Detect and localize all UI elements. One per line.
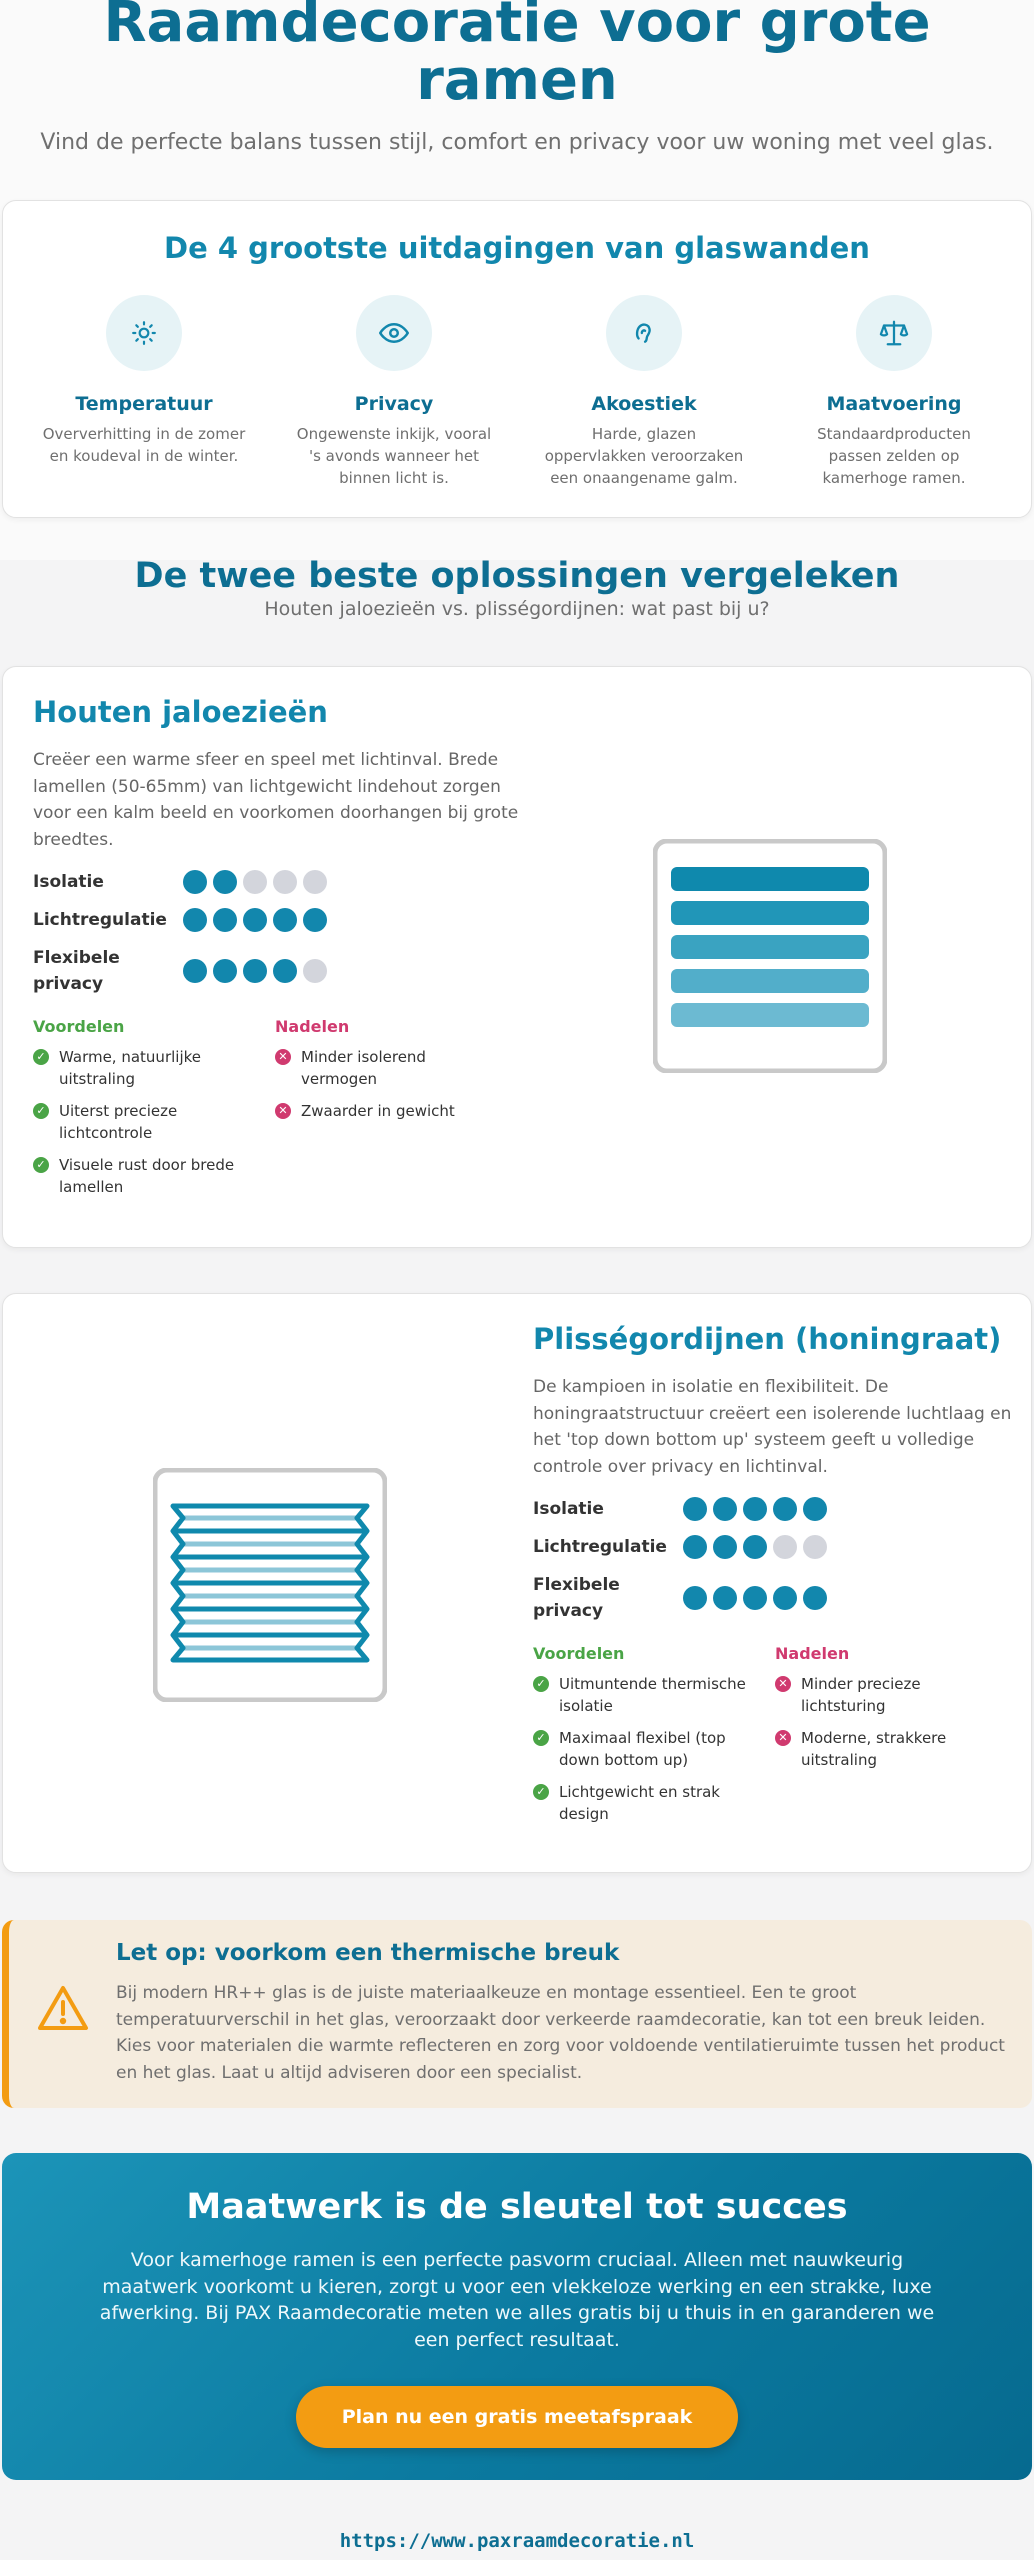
pleated-blind-icon bbox=[153, 1468, 387, 1706]
rating-dot-empty bbox=[773, 1535, 797, 1559]
pro-item bbox=[33, 1100, 275, 1144]
page-subtitle: Vind de perfecte balans tussen stijl, comfort en privacy voor uw woning met veel glas. bbox=[40, 130, 994, 155]
challenge-title: Maatvoering bbox=[826, 393, 962, 415]
challenges-card bbox=[2, 200, 1032, 518]
rating-label: Flexibele privacy bbox=[533, 1575, 620, 1621]
warning-text: Bij modern HR++ glas is de juiste materiaalkeuze en montage essentieel. Een te groot temperatuurverschil in het glas, veroorzaakt door verkeerde raamdecoratie, kan tot een breuk leiden. Kies voor materialen die warmte reflecteren en zorg voor voldoende ventilatieruimte tussen het product en het glas. Laat u altijd adviseren door een specialist. bbox=[116, 1983, 1005, 2083]
pro-text: Uiterst precieze lichtcontrole bbox=[59, 1102, 178, 1142]
rating-dot-empty bbox=[303, 959, 327, 983]
rating-dot-empty bbox=[803, 1535, 827, 1559]
book-appointment-button[interactable]: Plan nu een gratis meetafspraak bbox=[296, 2386, 739, 2448]
con-item bbox=[275, 1100, 517, 1122]
cross-icon: ✕ bbox=[275, 1049, 291, 1065]
rating-label: Lichtregulatie bbox=[33, 910, 167, 930]
rating-row bbox=[533, 1572, 1023, 1624]
cons-title: Nadelen bbox=[275, 1017, 350, 1036]
warning-title: Let op: voorkom een thermische breuk bbox=[116, 1940, 620, 1966]
check-icon: ✓ bbox=[33, 1049, 49, 1065]
cta-text: Voor kamerhoge ramen is een perfecte pasvorm cruciaal. Alleen met nauwkeurig maatwerk voorkomt u kieren, zorgt u voor een vlekkeloze werking en een strakke, luxe afwerking. Bij PAX Raamdecoratie meten we alles gratis bij u thuis in en garanderen we een perfect resultaat. bbox=[99, 2249, 935, 2351]
challenge-text: Oververhitting in de zomer en koudeval in de winter. bbox=[42, 425, 246, 465]
challenges-grid bbox=[19, 295, 1019, 489]
rating-dot-filled bbox=[183, 870, 207, 894]
challenge-text: Standaardproducten passen zelden op kamerhoge ramen. bbox=[817, 425, 971, 487]
pros-title: Voordelen bbox=[33, 1017, 125, 1036]
con-item bbox=[775, 1673, 1017, 1717]
pro-text: Warme, natuurlijke uitstraling bbox=[59, 1048, 201, 1088]
rating-row bbox=[33, 945, 523, 997]
challenge-title: Akoestiek bbox=[591, 393, 697, 415]
rating-label: Lichtregulatie bbox=[533, 1537, 667, 1557]
cross-icon: ✕ bbox=[775, 1730, 791, 1746]
product-title: Houten jaloezieën bbox=[33, 695, 328, 729]
rating-dot-empty bbox=[303, 870, 327, 894]
cta-section bbox=[2, 2153, 1032, 2480]
rating-dot-filled bbox=[803, 1586, 827, 1610]
rating-dot-filled bbox=[243, 959, 267, 983]
check-icon: ✓ bbox=[33, 1157, 49, 1173]
product-card-pleated-blinds bbox=[2, 1293, 1032, 1873]
con-text: Minder isolerend vermogen bbox=[301, 1048, 426, 1088]
pro-text: Lichtgewicht en strak design bbox=[559, 1783, 720, 1823]
challenge-item bbox=[519, 295, 769, 489]
hero bbox=[0, 0, 1034, 155]
page-title: Raamdecoratie voor grote ramen bbox=[103, 0, 931, 113]
warning-triangle-icon bbox=[37, 1984, 89, 2036]
challenge-text: Ongewenste inkijk, vooral 's avonds wanneer het binnen licht is. bbox=[296, 425, 492, 487]
venetian-blind-icon bbox=[653, 839, 887, 1077]
pro-item bbox=[33, 1154, 275, 1198]
check-icon: ✓ bbox=[533, 1784, 549, 1800]
check-icon: ✓ bbox=[33, 1103, 49, 1119]
rating-dot-filled bbox=[713, 1535, 737, 1559]
pro-item bbox=[33, 1046, 275, 1090]
warning-callout bbox=[2, 1920, 1032, 2108]
scale-icon bbox=[856, 295, 932, 371]
pro-item bbox=[533, 1673, 775, 1717]
rating-dot-empty bbox=[273, 870, 297, 894]
rating-dot-filled bbox=[683, 1586, 707, 1610]
rating-dot-filled bbox=[743, 1535, 767, 1559]
footer-url-link[interactable]: https://www.paxraamdecoratie.nl bbox=[339, 2530, 695, 2552]
rating-dots bbox=[683, 1497, 827, 1521]
pro-item bbox=[533, 1781, 775, 1825]
rating-dots bbox=[183, 959, 327, 983]
rating-dot-filled bbox=[273, 959, 297, 983]
rating-dot-filled bbox=[303, 908, 327, 932]
rating-label: Isolatie bbox=[533, 1499, 604, 1519]
product-ratings bbox=[33, 869, 523, 997]
rating-dots bbox=[183, 908, 327, 932]
con-text: Zwaarder in gewicht bbox=[301, 1102, 455, 1120]
comparison-heading bbox=[0, 556, 1034, 620]
challenge-text: Harde, glazen oppervlakken veroorzaken een onaangename galm. bbox=[544, 425, 744, 487]
check-icon: ✓ bbox=[533, 1676, 549, 1692]
rating-dots bbox=[183, 870, 327, 894]
rating-dot-filled bbox=[743, 1586, 767, 1610]
cta-title: Maatwerk is de sleutel tot succes bbox=[186, 2187, 848, 2227]
rating-dot-filled bbox=[743, 1497, 767, 1521]
rating-dot-filled bbox=[183, 959, 207, 983]
rating-row bbox=[533, 1534, 1023, 1560]
product-ratings bbox=[533, 1496, 1023, 1624]
pros-cons bbox=[33, 1017, 523, 1208]
rating-dot-filled bbox=[773, 1497, 797, 1521]
rating-dot-filled bbox=[713, 1497, 737, 1521]
cross-icon: ✕ bbox=[275, 1103, 291, 1119]
cons-list bbox=[775, 1644, 1017, 1835]
con-item bbox=[275, 1046, 517, 1090]
pro-text: Visuele rust door brede lamellen bbox=[59, 1156, 235, 1196]
rating-dot-filled bbox=[273, 908, 297, 932]
con-item bbox=[775, 1727, 1017, 1771]
rating-row bbox=[533, 1496, 1023, 1522]
challenge-item bbox=[19, 295, 269, 489]
challenges-title: De 4 grootste uitdagingen van glaswanden bbox=[164, 231, 870, 265]
ear-icon bbox=[606, 295, 682, 371]
pros-list bbox=[533, 1644, 775, 1835]
pro-text: Uitmuntende thermische isolatie bbox=[559, 1675, 746, 1715]
rating-row bbox=[33, 869, 523, 895]
product-content bbox=[533, 1322, 1023, 1835]
rating-dots bbox=[683, 1535, 827, 1559]
comparison-title: De twee beste oplossingen vergeleken bbox=[134, 556, 900, 596]
challenge-title: Privacy bbox=[354, 393, 434, 415]
challenge-item bbox=[269, 295, 519, 489]
rating-dot-filled bbox=[243, 908, 267, 932]
pro-text: Maximaal flexibel (top down bottom up) bbox=[559, 1729, 726, 1769]
cons-list bbox=[275, 1017, 517, 1208]
rating-dot-filled bbox=[213, 908, 237, 932]
cross-icon: ✕ bbox=[775, 1676, 791, 1692]
rating-dot-filled bbox=[713, 1586, 737, 1610]
rating-dot-filled bbox=[683, 1535, 707, 1559]
cons-title: Nadelen bbox=[775, 1644, 850, 1663]
rating-label: Isolatie bbox=[33, 872, 104, 892]
comparison-subtitle: Houten jaloezieën vs. plisségordijnen: wat past bij u? bbox=[264, 598, 770, 620]
pros-cons bbox=[533, 1644, 1023, 1835]
rating-dot-empty bbox=[243, 870, 267, 894]
con-text: Moderne, strakkere uitstraling bbox=[801, 1729, 947, 1769]
eye-icon bbox=[356, 295, 432, 371]
product-title: Plisségordijnen (honingraat) bbox=[533, 1322, 1002, 1356]
rating-dot-filled bbox=[683, 1497, 707, 1521]
rating-dot-filled bbox=[803, 1497, 827, 1521]
product-card-wooden-blinds bbox=[2, 666, 1032, 1248]
con-text: Minder precieze lichtsturing bbox=[801, 1675, 921, 1715]
rating-dot-filled bbox=[773, 1586, 797, 1610]
challenge-title: Temperatuur bbox=[75, 393, 213, 415]
pros-title: Voordelen bbox=[533, 1644, 625, 1663]
rating-dot-filled bbox=[183, 908, 207, 932]
pros-list bbox=[33, 1017, 275, 1208]
rating-label: Flexibele privacy bbox=[33, 948, 120, 994]
product-content bbox=[33, 695, 523, 1208]
rating-dot-filled bbox=[213, 870, 237, 894]
rating-row bbox=[33, 907, 523, 933]
product-description: Creëer een warme sfeer en speel met lichtinval. Brede lamellen (50-65mm) van lichtgewicht lindehout zorgen voor een kalm beeld en voorkomen doorhangen bij grote breedtes. bbox=[33, 750, 519, 850]
rating-dot-filled bbox=[213, 959, 237, 983]
challenge-item bbox=[769, 295, 1019, 489]
check-icon: ✓ bbox=[533, 1730, 549, 1746]
rating-dots bbox=[683, 1586, 827, 1610]
pro-item bbox=[533, 1727, 775, 1771]
sun-icon bbox=[106, 295, 182, 371]
product-description: De kampioen in isolatie en flexibiliteit. De honingraatstructuur creëert een isolerende luchtlaag en het 'top down bottom up' systeem geeft u volledige controle over privacy en lichtinval. bbox=[533, 1377, 1012, 1477]
